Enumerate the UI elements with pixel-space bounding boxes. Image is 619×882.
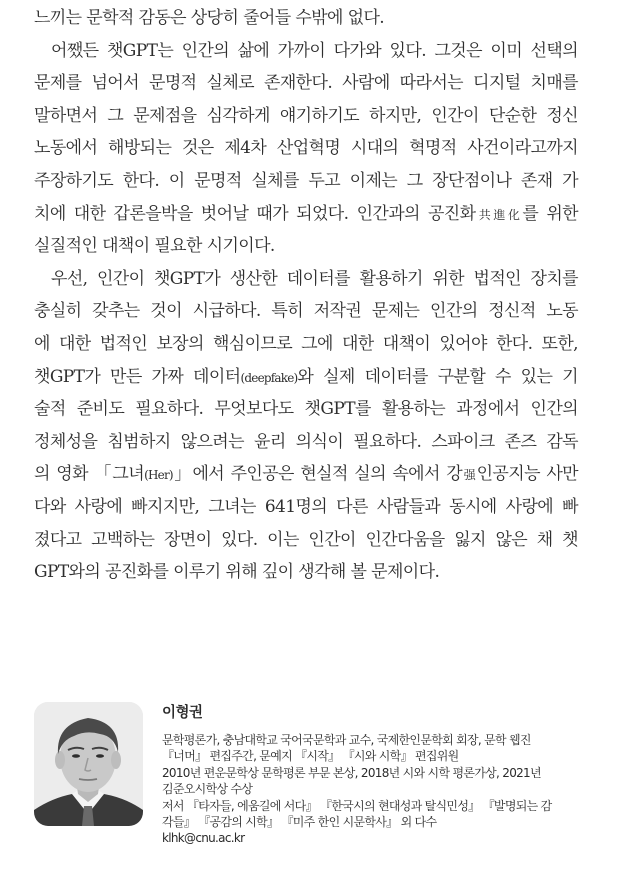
line-text: 와 실제 데이터를 구분할 수 있는 기 — [297, 366, 578, 387]
author-email[interactable]: klhk@cnu.ac.kr — [162, 831, 245, 846]
line-text: 」에서 주인공은 현실적 실의 속에서 강 — [172, 464, 463, 485]
article-line: 주장하기도 한다. 이 문명적 실체를 두고 이제는 그 장단점이나 존재 가 — [34, 170, 578, 191]
bio-line: 김준오시학상 수상 — [162, 782, 253, 797]
article-line — [34, 458, 578, 491]
bio-line: 『너머』 편집주간, 문예지 『시작』 『시와 시학』 편집위원 — [162, 749, 459, 764]
bio-line: 2010년 편운문학상 문학평론 부문 본상, 2018년 시와 시학 평론가상, 2021년 — [162, 765, 541, 780]
article-line: 우선, 인간이 챗GPT가 생산한 데이터를 활용하기 위한 법적인 장치를 — [51, 268, 578, 289]
article-line: 어쨌든 챗GPT는 인간의 삶에 가까이 다가와 있다. 그것은 이미 선택의 — [51, 40, 578, 61]
english-annotation: (Her) — [144, 468, 173, 483]
hanja-annotation: 强 — [462, 468, 477, 483]
portrait-image — [34, 702, 143, 826]
line-text: 인공지능 사만 — [476, 464, 578, 485]
author-profile — [34, 702, 594, 862]
article-line: 노동에서 해방되는 것은 제4차 산업혁명 시대의 혁명적 사건이라고까지 — [34, 138, 578, 159]
article-line: 졌다고 고백하는 장면이 있다. 이는 인간이 인간다움을 잃지 않은 채 챗 — [34, 529, 578, 550]
bio-line: 저서 『타자들, 에움길에 서다』 『한국시의 현대성과 탈식민성』 『발명되는 감 — [162, 798, 552, 813]
line-text: 챗GPT가 만든 가짜 데이터 — [34, 366, 241, 387]
author-name: 이형권 — [162, 705, 203, 721]
english-annotation: (deepfake) — [240, 370, 298, 385]
article-line — [34, 361, 578, 394]
bio-line: 각들』 『공감의 시학』 『미주 한인 시문학사』 외 다수 — [162, 815, 437, 830]
author-photo — [34, 702, 143, 826]
hanja-annotation: 共進化 — [475, 207, 523, 222]
article-line: 충실히 갖추는 것이 시급하다. 특히 저작권 문제는 인간의 정신적 노동 — [34, 301, 578, 322]
article-line: 말하면서 그 문제점을 심각하게 얘기하기도 하지만, 인간이 단순한 정신 — [34, 105, 578, 126]
article-line: 에 대한 법적인 보장의 핵심이므로 그에 대한 대책이 있어야 한다. 또한, — [34, 333, 578, 354]
article-line: GPT와의 공진화를 이루기 위해 깊이 생각해 볼 문제이다. — [34, 562, 440, 583]
line-text: 를 위한 — [522, 203, 578, 224]
article-body — [34, 2, 578, 589]
article-line: 술적 준비도 필요하다. 무엇보다도 챗GPT를 활용하는 과정에서 인간의 — [34, 399, 578, 420]
article-line: 정체성을 침범하지 않으려는 윤리 의식이 필요하다. 스파이크 존즈 감독 — [34, 431, 578, 452]
article-line: 실질적인 대책이 필요한 시기이다. — [34, 236, 275, 257]
article-line: 문제를 넘어서 문명적 실체로 존재한다. 사람에 따라서는 디지털 치매를 — [34, 73, 578, 94]
author-bio — [162, 702, 592, 847]
article-line — [34, 198, 578, 231]
article-line: 다와 사랑에 빠지지만, 그녀는 641명의 다른 사람들과 동시에 사랑에 빠 — [34, 496, 578, 517]
line-text: 치에 대한 갑론을박을 벗어날 때가 되었다. 인간과의 공진화 — [34, 203, 476, 224]
line-text: 의 영화 「그녀 — [34, 464, 145, 485]
article-line: 느끼는 문학적 감동은 상당히 줄어들 수밖에 없다. — [34, 8, 385, 28]
bio-line: 문학평론가, 충남대학교 국어국문학과 교수, 국제한인문학회 회장, 문학 웹진 — [162, 733, 531, 747]
